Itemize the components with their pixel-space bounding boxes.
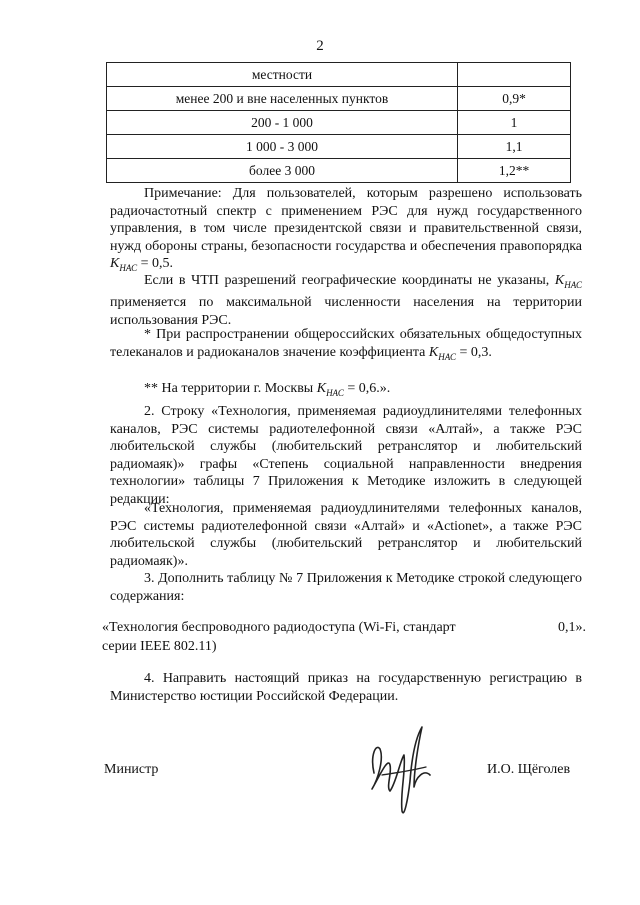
technology-value: 0,1». — [558, 620, 586, 635]
technology-text: «Технология беспроводного радиодоступа (Wi-Fi, стандарт серии IEEE 802.11) — [102, 620, 456, 654]
table-cell-label: менее 200 и вне населенных пунктов — [107, 87, 458, 111]
footnote-2-text: ** На территории г. Москвы — [144, 381, 314, 396]
table-cell-value: 1,1 — [458, 135, 571, 159]
page-number: 2 — [316, 38, 324, 54]
footnote-2 — [110, 380, 582, 402]
table-row — [107, 135, 571, 159]
table-cell-value: 1,2** — [458, 159, 571, 183]
ctp-paragraph — [110, 272, 582, 330]
table-cell-value — [458, 63, 571, 87]
footnote-1-value: = 0,3. — [459, 344, 492, 360]
ctp-text-after: применяется по максимальной численности населения на территории использования РЭС. — [110, 295, 582, 328]
k-coefficient: $K_{НАС}$ — [554, 273, 583, 290]
table-cell-label: более 3 000 — [107, 159, 458, 183]
table-row — [107, 87, 571, 111]
table-row — [107, 111, 571, 135]
item-4-paragraph: 4. Направить настоящий приказ на государственную регистрацию в Министерство юстиции Российской Федерации. — [110, 671, 582, 704]
table-cell-label: 200 - 1 000 — [107, 111, 458, 135]
footnote-2-value: = 0,6.». — [347, 381, 391, 396]
item-2-quote: «Технология, применяемая радиоудлинителями телефонных каналов, РЭС системы радиотелефонной связи «Алтай» и «Actionet», а также РЭС любительской службы (любительский ретранслятор и любительский радиомаяк)». — [110, 501, 582, 569]
table-cell-value: 1 — [458, 111, 571, 135]
table-cell-value: 0,9* — [458, 87, 571, 111]
note-text: Примечание: Для пользователей, которым разрешено использовать радиочастотный спектр с применением РЭС для нужд государственного управления, в том числе президентской связи и правительственной связи, нужд обороны страны, безопасности государства и обеспечения правопорядка — [110, 186, 582, 254]
item-2-paragraph: 2. Строку «Технология, применяемая радиоудлинителями телефонных каналов, РЭС системы радиотелефонной связи «Алтай», а также РЭС любительской службы (любительский ретранслятор и любительский радиомаяк)» графы «Степень социальной направленности внедрения технологии» таблицы 7 Приложения к Методике изложить в следующей редакции: — [110, 404, 582, 507]
note-value: = 0,5. — [140, 256, 174, 272]
footnote-1 — [110, 326, 582, 366]
signatory-title: Министр — [104, 762, 159, 777]
k-coefficient: $K_{НАС}$ — [428, 344, 457, 362]
item-3-paragraph: 3. Дополнить таблицу № 7 Приложения к Методике строкой следующего содержания: — [110, 571, 582, 604]
k-coefficient: $K_{НАС}$ — [316, 381, 344, 398]
table-cell-label: 1 000 - 3 000 — [107, 135, 458, 159]
k-coefficient: $K_{НАС}$ — [110, 256, 138, 274]
table-cell-label: местности — [107, 63, 458, 87]
ctp-text: Если в ЧТП разрешений географические координаты не указаны, — [144, 273, 550, 288]
table-row — [107, 159, 571, 183]
signature — [360, 715, 440, 825]
signatory-name: И.О. Щёголев — [487, 762, 571, 777]
table-row — [107, 63, 571, 87]
note-paragraph — [110, 185, 582, 278]
coefficient-table — [106, 62, 571, 183]
footnote-1-text: * При распространении общероссийских обязательных общедоступных телеканалов и радиоканалов значение коэффициента — [110, 327, 582, 360]
